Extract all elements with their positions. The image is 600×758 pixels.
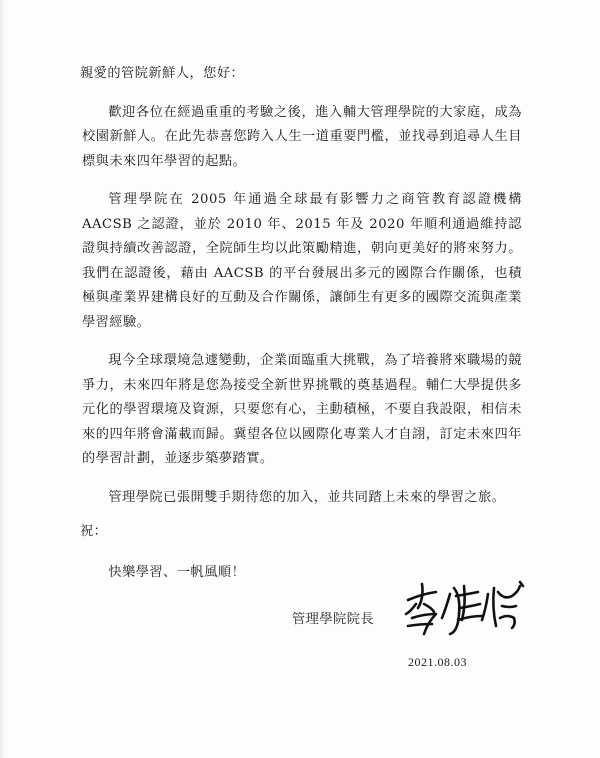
signature-title: 管理學院院長 bbox=[292, 612, 375, 627]
letter-paragraph-welcome: 歡迎各位在經過重重的考驗之後，進入輔大管理學院的大家庭，成為校園新鮮人。在此先恭喜您跨入人生一道重要門檻，並找尋到追尋人生目標與未來四年學習的起點。 bbox=[82, 104, 522, 169]
letter-closing: 管理學院已張開雙手期待您的加入，並共同踏上未來的學習之旅。 bbox=[108, 489, 506, 505]
signature-block bbox=[292, 578, 552, 638]
letter-greeting: 親愛的管院新鮮人，您好： bbox=[80, 66, 245, 81]
handwritten-signature bbox=[402, 578, 527, 638]
letter-paragraph-challenges: 現今全球環境急遽變動，企業面臨重大挑戰，為了培養將來職場的競爭力，未來四年將是您為接受全新世界挑戰的奠基過程。輔仁大學提供多元化的學習環境及資源，只要您有心，主動積極，不要自我設限，相信未來的四年將會滿載而歸。冀望各位以國際化專業人才自詡，訂定未來四年的學習計劃，並逐步築夢踏實。 bbox=[82, 353, 522, 466]
letter-salutation: 祝： bbox=[80, 524, 108, 539]
letter-date: 2021.08.03 bbox=[408, 655, 467, 669]
letter-body bbox=[82, 62, 522, 585]
letter-paragraph-accreditation: 管理學院在 2005 年通過全球最有影響力之商管教育認證機構 AACSB 之認證，並於 2010 年、2015 年及 2020 年順利通過維持認證與持續改善認證，全院師生均以此策勵精進，朝向更美好的將來努力。我們在認證後，藉由 AACSB 的平台發展出多元的國際合作關係，也積極與產業界建構良好的互動及合作關係，讓師生有更多的國際交流與產業學習經驗。 bbox=[82, 192, 522, 330]
letter-wish: 快樂學習、一帆風順！ bbox=[108, 564, 246, 580]
scan-edge bbox=[0, 0, 6, 758]
